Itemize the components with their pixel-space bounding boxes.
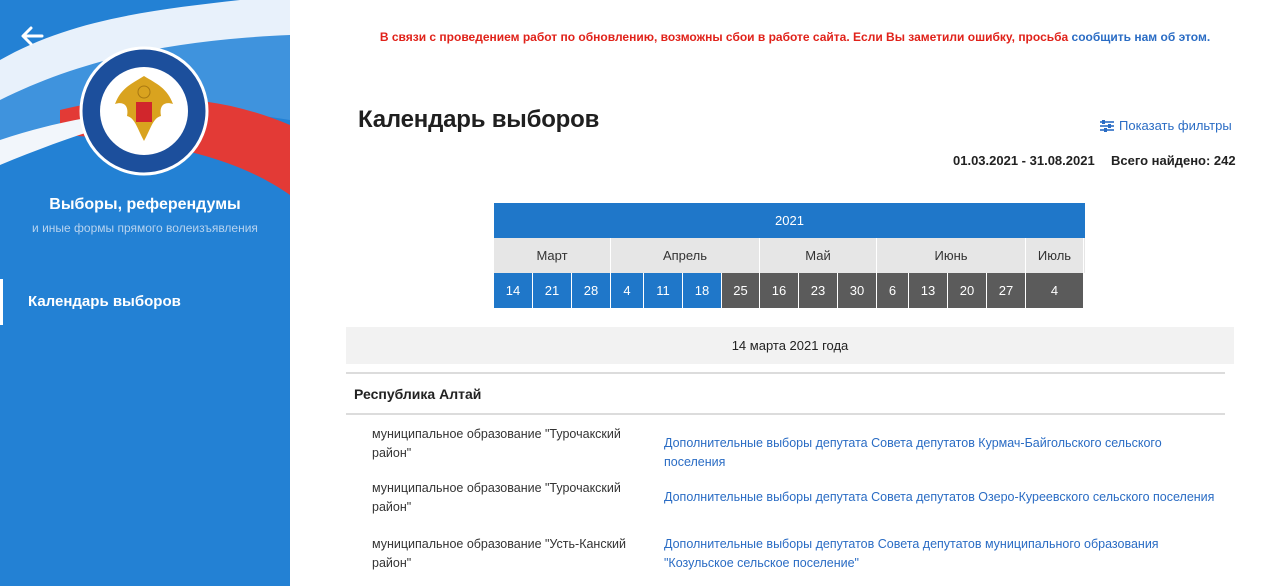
results-count: Всего найдено: 242 — [1111, 153, 1236, 168]
maintenance-notice — [290, 30, 1280, 44]
calendar-day[interactable]: 16 — [760, 273, 799, 308]
calendar-year: 2021 — [494, 203, 1085, 238]
notice-text: В связи с проведением работ по обновлению, возможны сбои в работе сайта. Если Вы заметили ошибку, просьба — [379, 30, 1072, 44]
calendar-day[interactable]: 13 — [909, 273, 948, 308]
back-arrow-icon[interactable] — [18, 22, 46, 50]
calendar-day[interactable]: 20 — [948, 273, 987, 308]
calendar-day[interactable]: 23 — [799, 273, 838, 308]
report-error-link[interactable]: сообщить нам об этом. — [1071, 30, 1211, 44]
calendar-month: Июнь — [877, 238, 1026, 273]
election-link[interactable]: Дополнительные выборы депутата Совета депутатов Курмач-Байгольского сельского поселения — [664, 436, 1162, 469]
calendar-months — [494, 238, 1085, 273]
municipality-name: муниципальное образование "Турочакский район" — [372, 427, 621, 460]
divider — [346, 413, 1225, 415]
sidebar-item-election-calendar[interactable] — [0, 279, 290, 325]
region-title: Республика Алтай — [354, 386, 482, 402]
sidebar — [0, 0, 290, 586]
calendar-day[interactable]: 14 — [494, 273, 533, 308]
calendar-day[interactable]: 11 — [644, 273, 683, 308]
calendar-month: Май — [760, 238, 877, 273]
divider — [346, 372, 1225, 374]
calendar-day[interactable]: 21 — [533, 273, 572, 308]
calendar-month: Июль — [1026, 238, 1084, 273]
election-link[interactable]: Дополнительные выборы депутатов Совета депутатов муниципального образования "Козульское сельское поселение" — [664, 537, 1159, 570]
calendar-day[interactable]: 18 — [683, 273, 722, 308]
calendar-day[interactable]: 6 — [877, 273, 909, 308]
selected-date-header: 14 марта 2021 года — [346, 327, 1234, 364]
calendar-day[interactable]: 25 — [722, 273, 760, 308]
show-filters-label: Показать фильтры — [1119, 118, 1232, 133]
municipality-name: муниципальное образование "Турочакский район" — [372, 481, 621, 514]
date-range: 01.03.2021 - 31.08.2021 — [953, 153, 1095, 168]
municipality-name: муниципальное образование "Усть-Канский район" — [372, 537, 627, 570]
sidebar-item-label: Календарь выборов — [28, 293, 181, 310]
calendar-day[interactable]: 27 — [987, 273, 1026, 308]
election-calendar — [494, 203, 1085, 308]
filter-sliders-icon — [1099, 119, 1115, 133]
calendar-day[interactable]: 4 — [611, 273, 644, 308]
cik-emblem-logo — [79, 46, 209, 176]
calendar-month: Апрель — [611, 238, 760, 273]
show-filters-button[interactable] — [1099, 118, 1232, 133]
sidebar-title: Выборы, референдумы — [49, 196, 241, 213]
sidebar-subtitle: и иные формы прямого волеизъявления — [32, 221, 258, 235]
calendar-day[interactable]: 4 — [1026, 273, 1084, 308]
calendar-days — [494, 273, 1085, 308]
election-link[interactable]: Дополнительные выборы депутата Совета депутатов Озеро-Куреевского сельского поселения — [664, 490, 1215, 504]
calendar-day[interactable]: 28 — [572, 273, 611, 308]
calendar-day[interactable]: 30 — [838, 273, 877, 308]
calendar-month: Март — [494, 238, 611, 273]
page-title: Календарь выборов — [358, 106, 600, 133]
